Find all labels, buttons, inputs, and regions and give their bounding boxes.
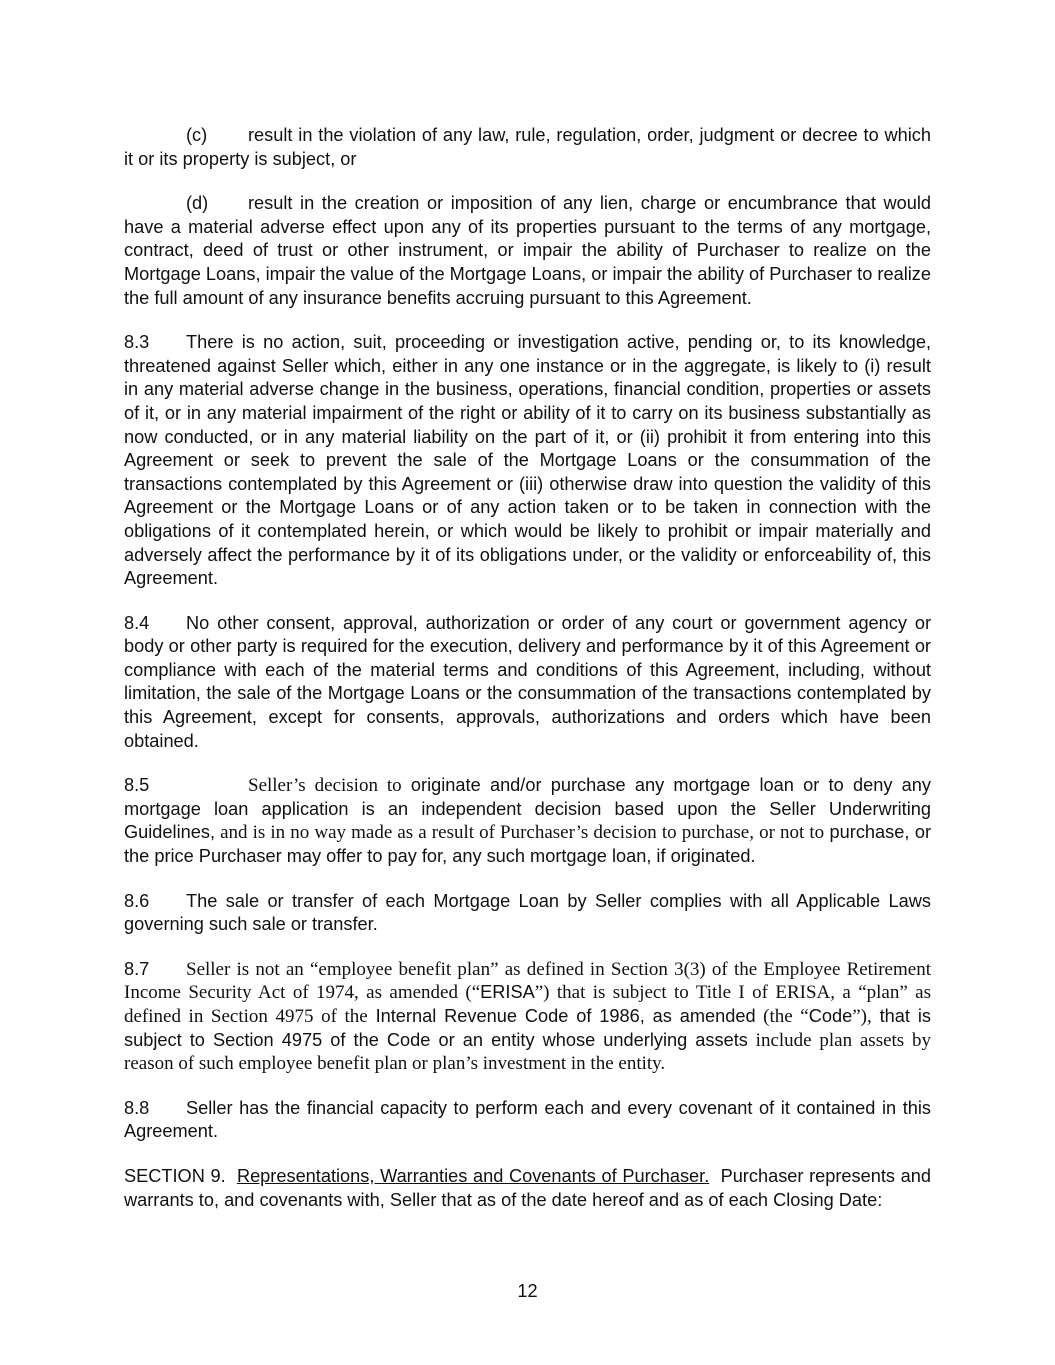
section-8-3-text: There is no action, suit, proceeding or investigation active, pending or, to its knowledge, threatened against Seller which, either in any one instance or in the aggregate, is likely to (i) result in any material adverse change in the business, operations, financial condition, properties or assets of it, or in any material impairment of the right or ability of it to carry on its business substantially as now conducted, or in any material liability on the part of it, or (ii) prohibit it from entering into this Agreement or seek to prevent the sale of the Mortgage Loans or the consummation of the transactions contemplated by this Agreement or (iii) otherwise draw into question the validity of this Agreement or the Mortgage Loans or of any action taken or to be taken in connection with the obligations of it contemplated herein, or which would be likely to prohibit or impair materially and adversely affect the performance by it of its obligations under, or the validity or enforceability of, this Agreement. bbox=[124, 332, 931, 589]
section-8-5-number: 8.5 bbox=[124, 775, 150, 796]
section-8-4-text: No other consent, approval, authorization or order of any court or government agency or body or other party is required for the execution, delivery and performance by it of this Agreement or compliance with each of the material terms and conditions of this Agreement, including, without limitation, the sale of the Mortgage Loans or the consummation of the transactions contemplated by this Agreement, except for consents, approvals, authorizations and orders which have been obtained. bbox=[124, 612, 931, 751]
section-8-7-text-3: Internal Revenue Code of 1986, as amended bbox=[367, 1006, 756, 1026]
section-8-8-text: Seller has the financial capacity to perform each and every covenant of it contained in this Agreement. bbox=[124, 1097, 931, 1142]
section-8-5 bbox=[124, 774, 931, 868]
section-8-6-text: The sale or transfer of each Mortgage Loan by Seller complies with all Applicable Laws governing such sale or transfer. bbox=[124, 890, 931, 935]
page-number: 12 bbox=[517, 1281, 538, 1301]
section-8-4 bbox=[124, 612, 931, 754]
section-9-text: Purchaser represents and warrants to, and covenants with, Seller that as of the date hereof and as of each Closing Date: bbox=[124, 1165, 932, 1210]
section-8-6 bbox=[124, 890, 931, 937]
section-9-label: SECTION 9. bbox=[124, 1165, 226, 1186]
section-8-7-text-serif-5: ”), bbox=[852, 1006, 872, 1027]
section-8-7-text-serif-4: (the “ bbox=[755, 1006, 809, 1027]
paragraph-c bbox=[124, 124, 931, 171]
section-8-5-text-2: originate and/or purchase any mortgage loan or to deny any mortgage loan application is an independent decision based upon the Seller Underwriting Guidelines, bbox=[124, 775, 931, 843]
paragraph-d bbox=[124, 192, 931, 310]
section-8-3 bbox=[124, 331, 931, 591]
section-9 bbox=[124, 1165, 931, 1212]
section-8-3-number: 8.3 bbox=[124, 332, 150, 353]
paragraph-c-label: (c) bbox=[186, 125, 208, 145]
section-8-5-text-serif-3: and is in no way made as a result of Purchaser’s decision to purchase, or not to bbox=[215, 822, 825, 844]
section-8-7-text-serif-7: include plan assets by reason of such employee benefit plan or plan’s investment in the entity. bbox=[124, 1029, 931, 1075]
section-8-8 bbox=[124, 1097, 931, 1144]
section-8-7-text-serif-2: ”) that is subject to Title I of ERISA, a “plan” as defined in Section 4975 of the bbox=[124, 982, 931, 1027]
paragraph-d-label: (d) bbox=[186, 193, 209, 214]
section-8-6-number: 8.6 bbox=[124, 890, 150, 911]
section-8-7-number: 8.7 bbox=[124, 958, 150, 979]
section-8-7 bbox=[124, 958, 931, 1076]
section-8-7-code: Code bbox=[808, 1006, 853, 1026]
section-8-7-erisa: ERISA bbox=[480, 982, 535, 1003]
section-8-7-text-6: that is subject to Section 4975 of the Code or an entity whose underlying assets bbox=[124, 1006, 931, 1050]
section-8-8-number: 8.8 bbox=[124, 1097, 150, 1118]
section-9-title: Representations, Warranties and Covenants of Purchaser. bbox=[236, 1165, 710, 1186]
section-8-4-number: 8.4 bbox=[124, 612, 150, 633]
section-8-5-text-4: purchase, or the price Purchaser may offer to pay for, any such mortgage loan, if originated. bbox=[124, 822, 931, 867]
section-8-5-text-serif-1: Seller’s decision to bbox=[248, 775, 402, 797]
document-page bbox=[124, 124, 931, 1233]
section-8-7-text-serif-1: Seller is not an “employee benefit plan” as defined in Section 3(3) of the Employee Retirement Income Security Act of 1974, as amended (“ bbox=[124, 958, 931, 1004]
paragraph-d-text: result in the creation or imposition of any lien, charge or encumbrance that would have a material adverse effect upon any of its properties pursuant to the terms of any mortgage, contract, deed of trust or other instrument, or impair the ability of Purchaser to realize on the Mortgage Loans, impair the value of the Mortgage Loans, or impair the ability of Purchaser to realize the full amount of any insurance benefits accruing pursuant to this Agreement. bbox=[124, 193, 931, 308]
paragraph-c-text: result in the violation of any law, rule, regulation, order, judgment or decree to which it or its property is subject, or bbox=[124, 125, 931, 169]
